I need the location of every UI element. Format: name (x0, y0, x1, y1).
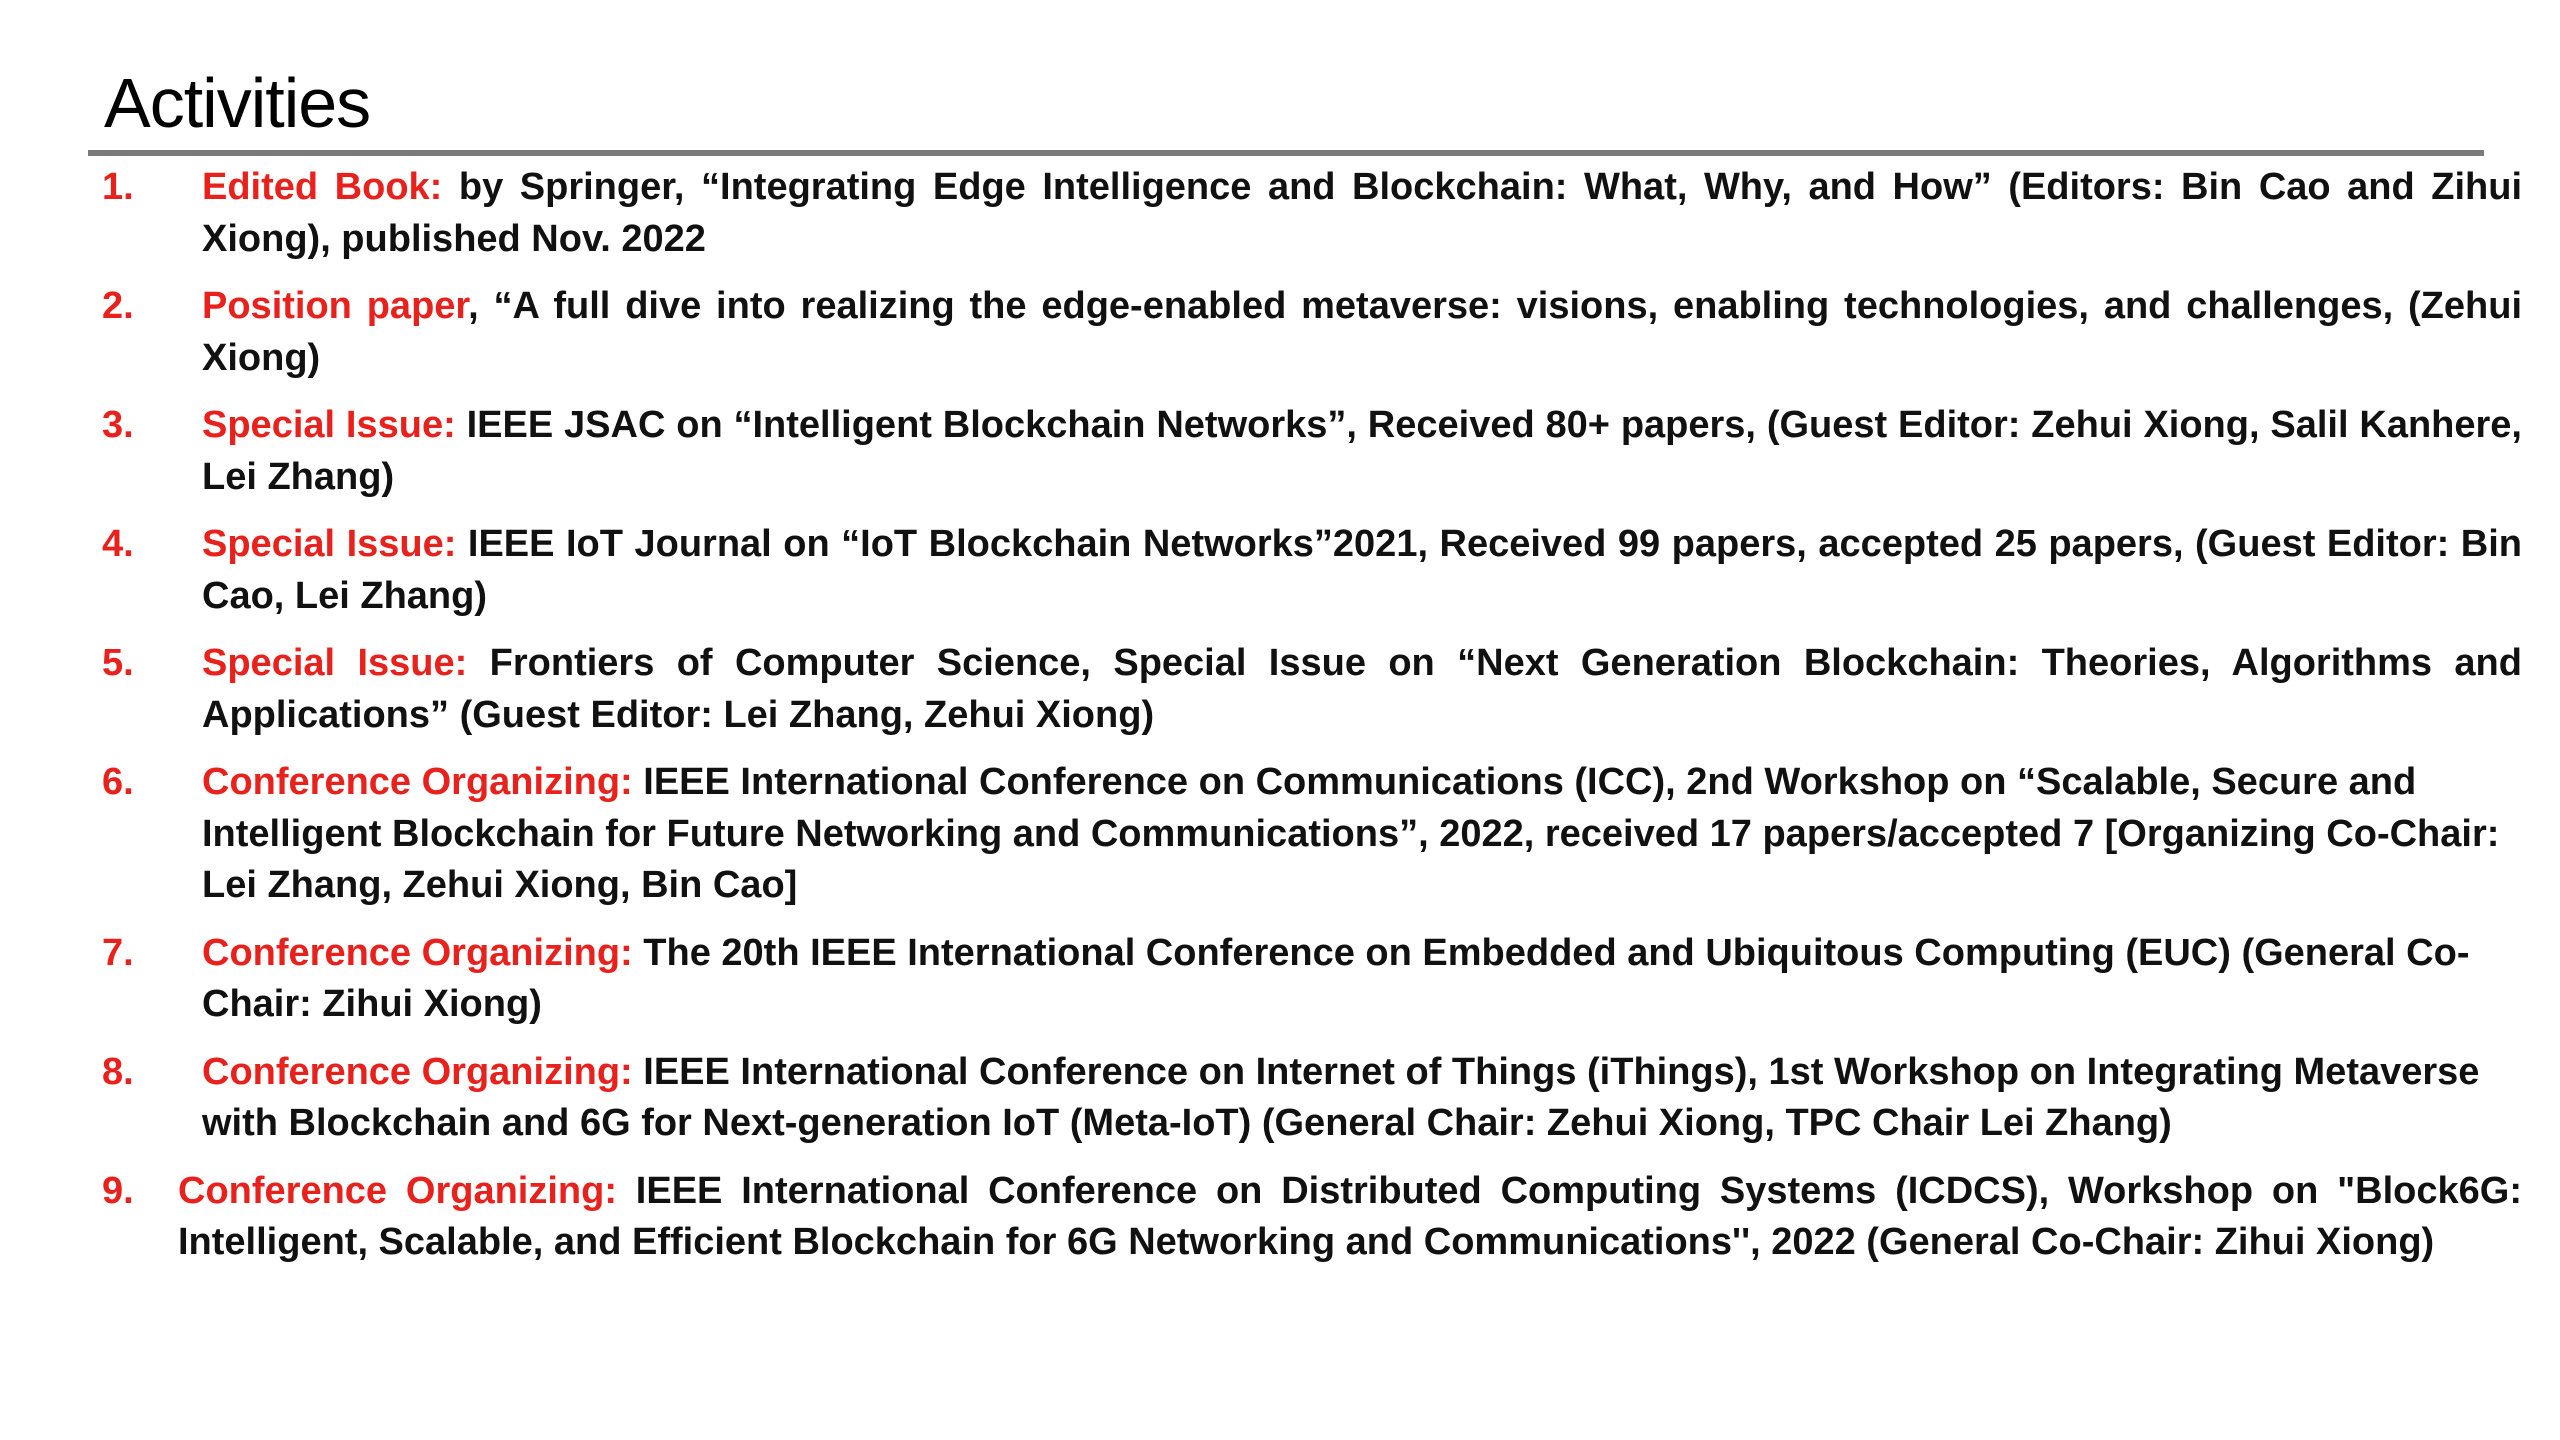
item-body (102, 757, 2522, 912)
item-body (102, 638, 2522, 741)
item-text: , “A full dive into realizing the edge-enabled metaverse: visions, enabling technologies, and challenges, (Zehui Xiong) (202, 285, 2523, 379)
item-body (102, 928, 2522, 1031)
item-text: IEEE IoT Journal on “IoT Blockchain Networks”2021, Received 99 papers, accepted 25 papers, (Guest Editor: Bin Cao, Lei Zhang) (202, 523, 2522, 617)
activities-list (102, 162, 2522, 1285)
item-label: Conference Organizing: (202, 761, 633, 803)
item-label: Conference Organizing: (202, 1050, 633, 1093)
item-label: Special Issue: (202, 523, 457, 565)
list-item-4 (102, 519, 2522, 622)
list-item-9 (102, 1166, 2522, 1269)
item-text: Frontiers of Computer Science, Special Issue on “Next Generation Blockchain: Theories, Algorithms and Applications” (Guest Editor: Lei Zhang, Zehui Xiong) (202, 642, 2522, 736)
item-label: Conference Organizing: (178, 1169, 617, 1212)
list-item-5 (102, 638, 2522, 741)
item-body (102, 519, 2522, 622)
item-label: Special Issue: (202, 642, 468, 684)
item-number: 2. (102, 285, 134, 327)
list-item-7 (102, 928, 2522, 1031)
item-number: 4. (102, 523, 134, 565)
item-number: 8. (102, 1050, 134, 1093)
title-divider (88, 150, 2484, 156)
list-item-3 (102, 400, 2522, 503)
item-text: by Springer, “Integrating Edge Intelligence and Blockchain: What, Why, and How” (Editors: Bin Cao and Zihui Xiong), published Nov. 2022 (202, 166, 2523, 260)
list-item-1 (102, 162, 2522, 265)
item-text: IEEE International Conference on Communications (ICC), 2nd Workshop on “Scalable, Secure and Intelligent Blockchain for Future Networking and Communications”, 2022, received 17 papers/accepted 7 [Organizing Co-Chair: Lei Zhang, Zehui Xiong, Bin Cao] (202, 761, 2500, 906)
item-number: 6. (102, 761, 134, 803)
item-body (102, 1047, 2522, 1150)
item-text: The 20th IEEE International Conference on Embedded and Ubiquitous Computing (EUC) (General Co-Chair: Zihui Xiong) (202, 931, 2470, 1025)
item-number: 3. (102, 404, 134, 446)
item-text: IEEE International Conference on Distributed Computing Systems (ICDCS), Workshop on "Block6G: Intelligent, Scalable, and Efficient Blockchain for 6G Networking and Communications'', 2022 (General Co-Chair: Zihui Xiong) (178, 1169, 2522, 1263)
item-label: Conference Organizing: (202, 931, 633, 974)
item-text: IEEE JSAC on “Intelligent Blockchain Networks”, Received 80+ papers, (Guest Editor: Zehui Xiong, Salil Kanhere, Lei Zhang) (202, 404, 2522, 498)
list-item-6 (102, 757, 2522, 912)
item-number: 1. (102, 166, 134, 208)
item-body (102, 281, 2522, 384)
item-body (102, 162, 2522, 265)
item-label: Position paper (202, 285, 469, 327)
item-label: Special Issue: (202, 404, 456, 446)
item-number: 9. (102, 1169, 134, 1212)
list-item-8 (102, 1047, 2522, 1150)
item-number: 7. (102, 931, 134, 974)
item-label: Edited Book: (202, 166, 443, 208)
slide-title: Activities (104, 64, 371, 142)
item-body (102, 400, 2522, 503)
item-number: 5. (102, 642, 134, 684)
list-item-2 (102, 281, 2522, 384)
item-body (102, 1166, 2522, 1269)
item-text: IEEE International Conference on Internet of Things (iThings), 1st Workshop on Integrating Metaverse with Blockchain and 6G for Next-generation IoT (Meta-IoT) (General Chair: Zehui Xiong, TPC Chair Lei Zhang) (202, 1050, 2480, 1144)
